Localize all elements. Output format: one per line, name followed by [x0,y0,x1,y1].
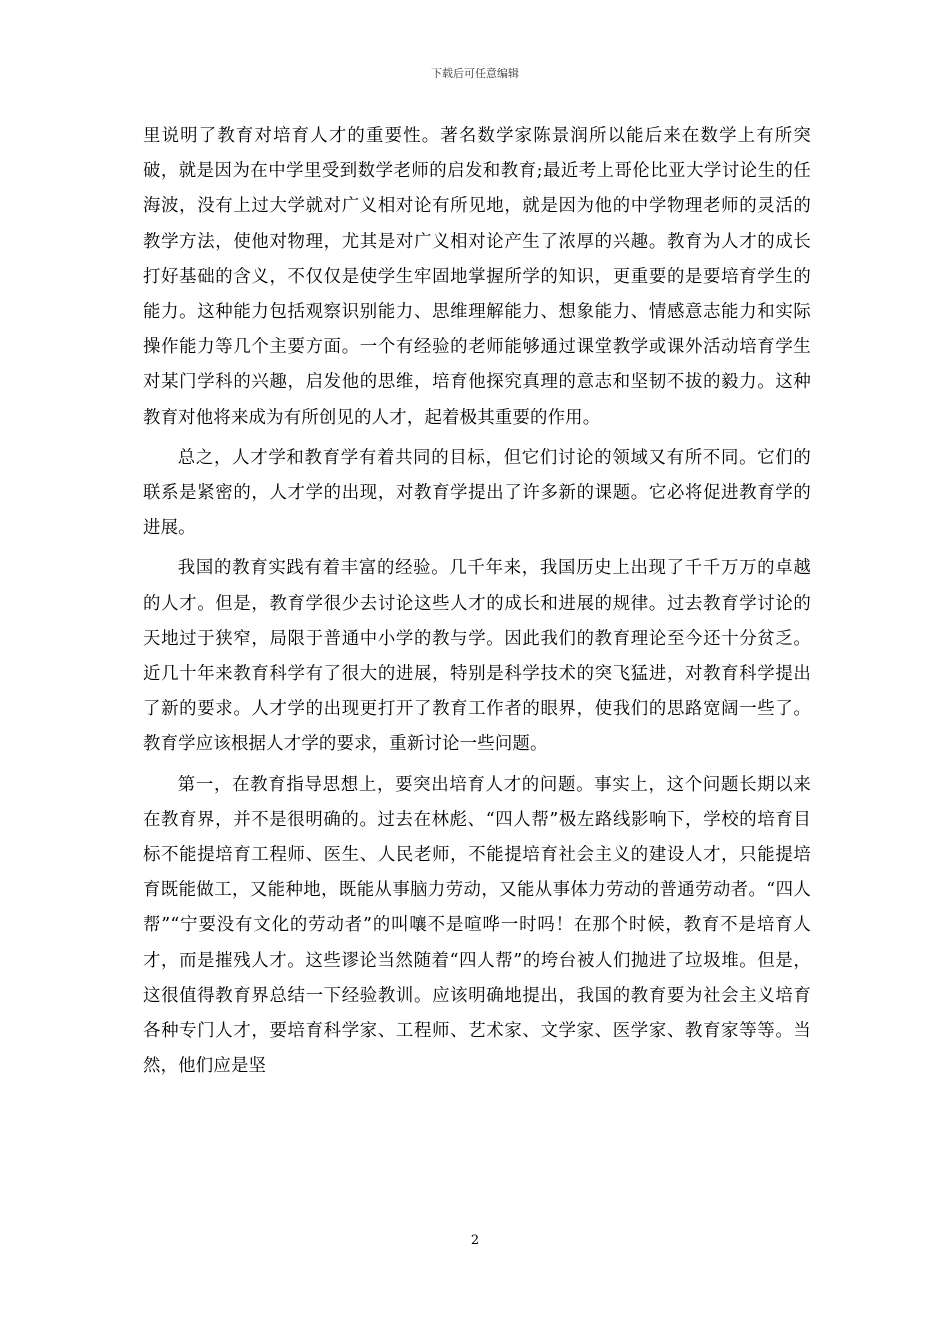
paragraph-2: 总之，人才学和教育学有着共同的目标，但它们讨论的领域又有所不同。它们的联系是紧密的，人才学的出现，对教育学提出了许多新的课题。它必将促进教育学的进展。 [143,447,811,539]
paragraph-4: 第一，在教育指导思想上，要突出培育人才的问题。事实上，这个问题长期以来在教育界，并不是很明确的。过去在林彪、“四人帮”极左路线影响下，学校的培育目标不能提培育工程师、医生、人民老师，不能提培育社会主义的建设人才，只能提培育既能做工，又能种地，既能从事脑力劳动，又能从事体力劳动的普通劳动者。“四人帮”“宁要没有文化的劳动者”的叫嚷不是喧哗一时吗！在那个时候，教育不是培育人才，而是摧残人才。这些谬论当然随着“四人帮”的垮台被人们抛进了垃圾堆。但是，这很值得教育界总结一下经验教训。应该明确地提出，我国的教育要为社会主义培育各种专门人才，要培育科学家、工程师、艺术家、文学家、医学家、教育家等等。当然，他们应是坚 [143,774,811,1077]
paragraph-1: 里说明了教育对培育人才的重要性。著名数学家陈景润所以能后来在数学上有所突破，就是因为在中学里受到数学老师的启发和教育;最近考上哥伦比亚大学讨论生的任海波，没有上过大学就对广义相对论有所见地，就是因为他的中学物理老师的灵活的教学方法，使他对物理，尤其是对广义相对论产生了浓厚的兴趣。教育为人才的成长打好基础的含义，不仅仅是使学生牢固地掌握所学的知识，更重要的是要培育学生的能力。这种能力包括观察识别能力、思维理解能力、想象能力、情感意志能力和实际操作能力等几个主要方面。一个有经验的老师能够通过课堂教学或课外活动培育学生对某门学科的兴趣，启发他的思维，培育他探究真理的意志和坚韧不拔的毅力。这种教育对他将来成为有所创见的人才，起着极其重要的作用。 [143,126,811,428]
document-body [143,119,811,1084]
page-header: 下载后可任意编辑 [431,67,519,80]
paragraph-3: 我国的教育实践有着丰富的经验。几千年来，我国历史上出现了千千万万的卓越的人才。但是，教育学很少去讨论这些人才的成长和进展的规律。过去教育学讨论的天地过于狭窄，局限于普通中小学的教与学。因此我们的教育理论至今还十分贫乏。近几十年来教育科学有了很大的进展，特别是科学技术的突飞猛进，对教育科学提出了新的要求。人才学的出现更打开了教育工作者的眼界，使我们的思路宽阔一些了。教育学应该根据人才学的要求，重新讨论一些问题。 [143,558,811,755]
page-number: 2 [470,1233,480,1248]
